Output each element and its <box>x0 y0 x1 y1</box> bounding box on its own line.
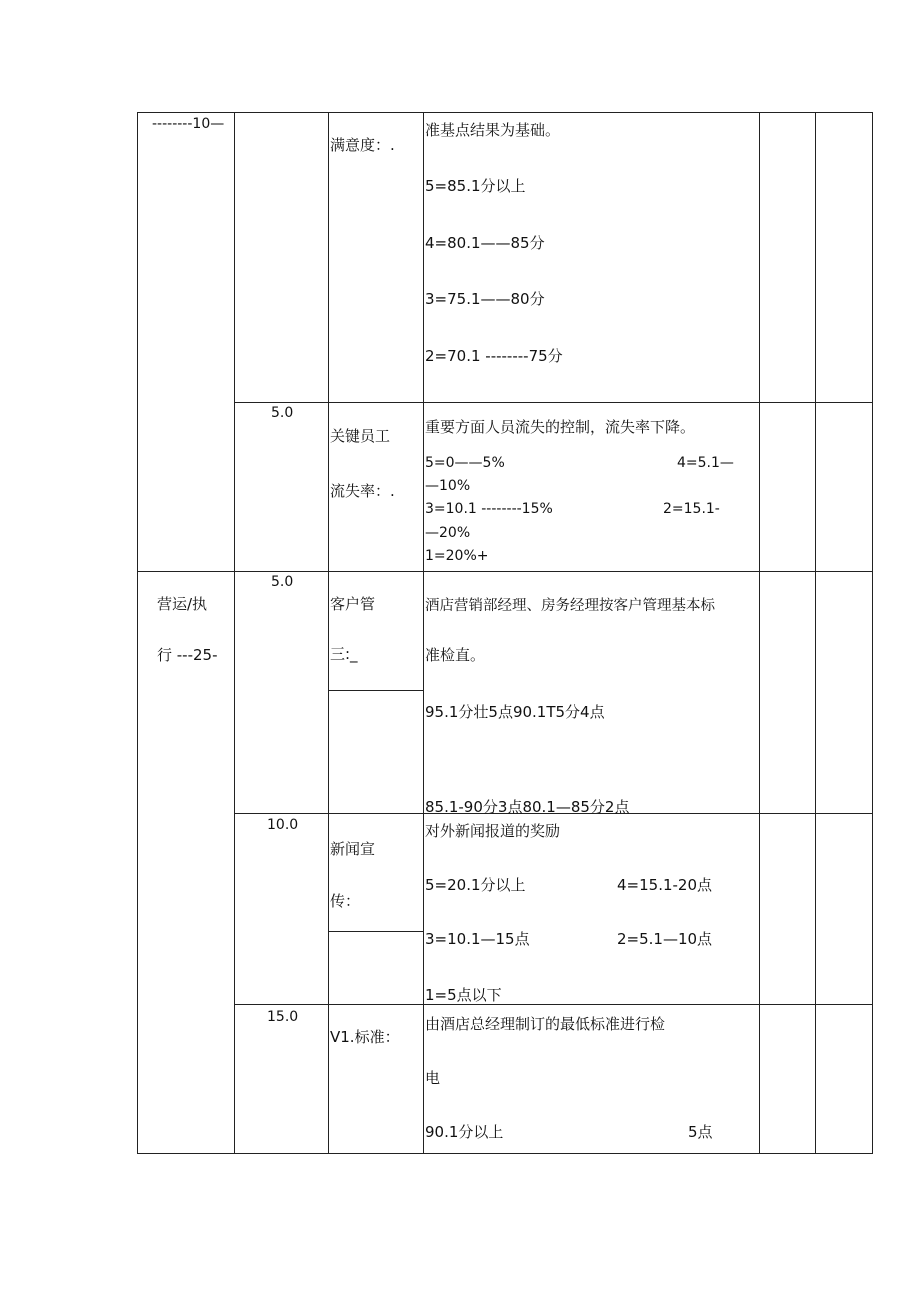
criteria-line: 4=5.1— <box>677 455 734 471</box>
sub-cell-divider <box>328 931 423 932</box>
criteria-line: 1=20%+ <box>425 548 489 564</box>
criteria-line: 重要方面人员流失的控制，流失率下降。 <box>425 418 696 436</box>
category-label: --------10— <box>152 116 225 132</box>
item-label: 新闻宣 <box>330 840 376 858</box>
criteria-line: 1=5点以下 <box>425 986 502 1004</box>
criteria-line: 95.1分壮5点90.1T5分4点 <box>425 703 605 721</box>
criteria-line: 85.1-90分3点80.1—85分2点 <box>425 798 630 816</box>
row-divider <box>234 1004 873 1005</box>
criteria-line: 2=70.1 --------75分 <box>425 347 563 365</box>
criteria-line: 3=10.1—15点 <box>425 930 530 948</box>
column-border <box>234 112 235 1154</box>
item-label: 传： <box>330 892 361 910</box>
weight-value: 5.0 <box>271 574 294 590</box>
category-label: 营运/执 <box>157 595 208 613</box>
criteria-line: 5点 <box>688 1123 713 1141</box>
criteria-line: 5=20.1分以上 <box>425 876 526 894</box>
criteria-line: 电 <box>425 1069 441 1087</box>
criteria-line: 2=15.1- <box>663 501 720 517</box>
item-label: V1.标准： <box>330 1028 400 1046</box>
criteria-line: —20% <box>425 525 471 541</box>
table-top-border <box>137 112 873 113</box>
criteria-line: 2=5.1—10点 <box>617 930 713 948</box>
criteria-line: 3=10.1 --------15% <box>425 501 553 517</box>
item-label: 三:_ <box>330 645 358 663</box>
item-label: 关键员工 <box>330 427 391 445</box>
criteria-line: 4=15.1-20点 <box>617 876 713 894</box>
item-label: 满意度：. <box>330 136 395 154</box>
column-border <box>815 112 816 1154</box>
criteria-line: 由酒店总经理制订的最低标准进行检 <box>425 1015 666 1033</box>
column-border <box>872 112 873 1154</box>
item-label: 客户管 <box>330 595 376 613</box>
row-divider <box>234 402 873 403</box>
weight-value: 15.0 <box>267 1009 299 1025</box>
category-label: 行 ---25- <box>157 646 218 664</box>
column-border <box>759 112 760 1154</box>
column-border <box>423 112 424 1154</box>
weight-value: 10.0 <box>267 817 299 833</box>
weight-value: 5.0 <box>271 405 294 421</box>
criteria-line: 5=0——5% <box>425 455 505 471</box>
item-label: 流失率：. <box>330 482 395 500</box>
criteria-line: 酒店营销部经理、房务经理按客户管理基本标 <box>425 598 715 614</box>
criteria-line: 3=75.1——80分 <box>425 290 545 308</box>
criteria-line: 5=85.1分以上 <box>425 177 526 195</box>
column-border <box>328 112 329 1154</box>
sub-cell-divider <box>328 690 423 691</box>
column-border <box>137 112 138 1154</box>
criteria-line: 对外新闻报道的奖励 <box>425 822 561 840</box>
criteria-line: 90.1分以上 <box>425 1123 504 1141</box>
criteria-line: —10% <box>425 478 471 494</box>
table-bottom-border <box>137 1153 873 1154</box>
criteria-line: 4=80.1——85分 <box>425 234 545 252</box>
block-divider <box>137 571 873 572</box>
criteria-line: 准检直。 <box>425 646 486 664</box>
criteria-line: 准基点结果为基础。 <box>425 121 561 139</box>
